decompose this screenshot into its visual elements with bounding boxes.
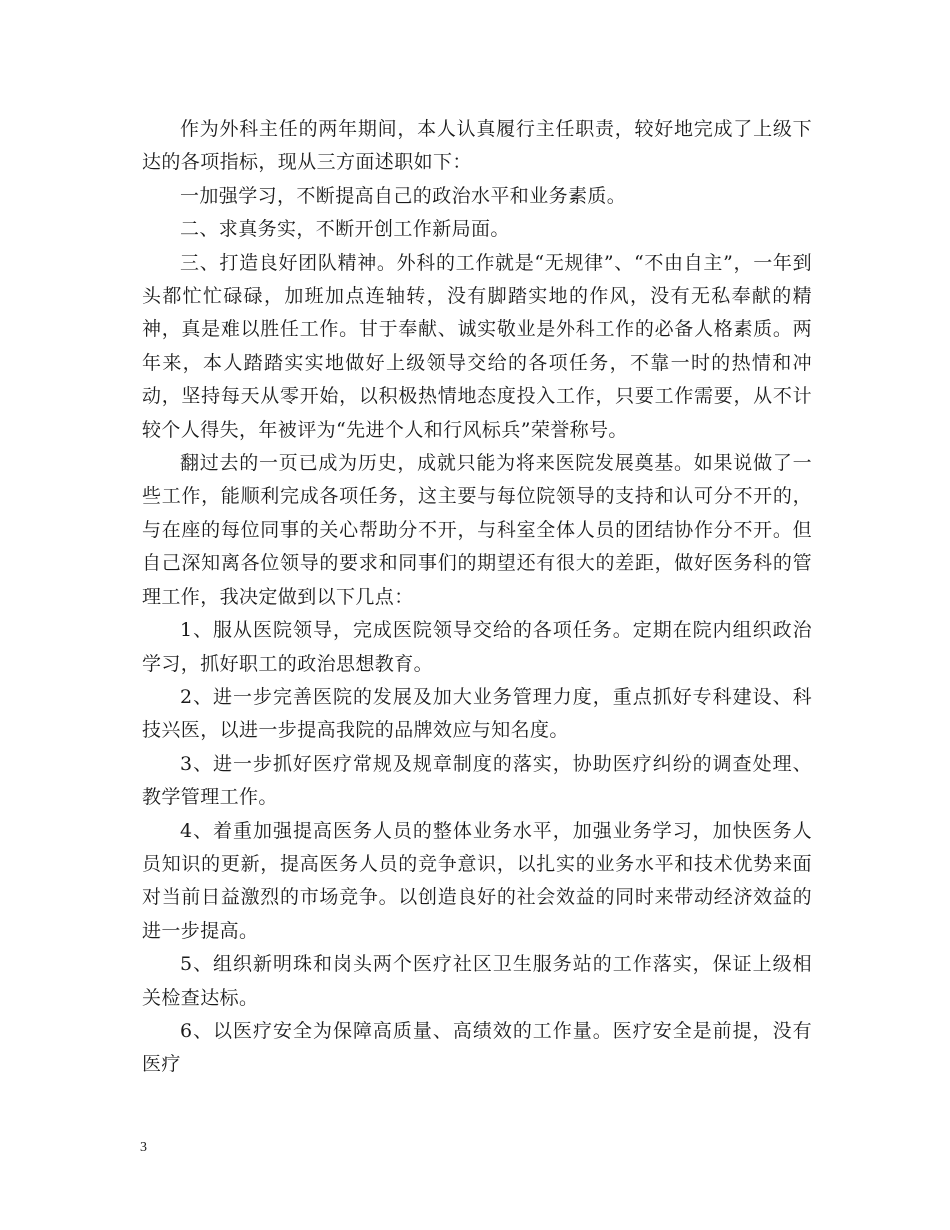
paragraph-item-5: 5、组织新明珠和岗头两个医疗社区卫生服务站的工作落实，保证上级相关检查达标。 — [142, 953, 812, 1009]
page-number: 3 — [140, 1140, 147, 1155]
paragraph-item-1: 1、服从医院领导，完成医院领导交给的各项任务。定期在院内组织政治学习，抓好职工的政治思想教育。 — [142, 619, 812, 675]
document-body — [142, 113, 812, 1082]
paragraph-item-2: 2、进一步完善医院的发展及加大业务管理力度，重点抓好专科建设、科技兴医，以进一步提高我院的品牌效应与知名度。 — [142, 685, 812, 742]
paragraph-item-4: 4、着重加强提高医务人员的整体业务水平，加强业务学习，加快医务人员知识的更新，提高医务人员的竞争意识，以扎实的业务水平和技术优势来面对当前日益激烈的市场竞争。以创造良好的社会效益的同时来带动经济效益的进一步提高。 — [142, 819, 812, 942]
paragraph-section-two: 二、求真务实，不断开创工作新局面。 — [180, 218, 510, 241]
paragraph-item-3: 3、进一步抓好医疗常规及规章制度的落实，协助医疗纠纷的调查处理、教学管理工作。 — [142, 752, 812, 809]
paragraph-section-one: 一加强学习，不断提高自己的政治水平和业务素质。 — [180, 184, 627, 207]
paragraph-intro: 作为外科主任的两年期间，本人认真履行主任职责，较好地完成了上级下达的各项指标，现从三方面述职如下： — [142, 118, 812, 174]
paragraph-section-three: 三、打造良好团队精神。外科的工作就是“无规律”、“不由自主”，一年到头都忙忙碌碌，加班加点连轴转，没有脚踏实地的作风，没有无私奉献的精神，真是难以胜任工作。甘于奉献、诚实敬业是外科工作的必备人格素质。两年来，本人踏踏实实地做好上级领导交给的各项任务，不靠一时的热情和冲动，坚持每天从零开始，以积极热情地态度投入工作，只要工作需要，从不计较个人得失，年被评为“先进个人和行风标兵”荣誉称号。 — [142, 251, 812, 441]
paragraph-item-6: 6、以医疗安全为保障高质量、高绩效的工作量。医疗安全是前提，没有医疗 — [142, 1019, 812, 1076]
paragraph-reflection: 翻过去的一页已成为历史，成就只能为将来医院发展奠基。如果说做了一些工作，能顺利完成各项任务，这主要与每位院领导的支持和认可分不开的，与在座的每位同事的关心帮助分不开，与科室全体人员的团结协作分不开。但自己深知离各位领导的要求和同事们的期望还有很大的差距，做好医务科的管理工作，我决定做到以下几点： — [142, 452, 812, 608]
